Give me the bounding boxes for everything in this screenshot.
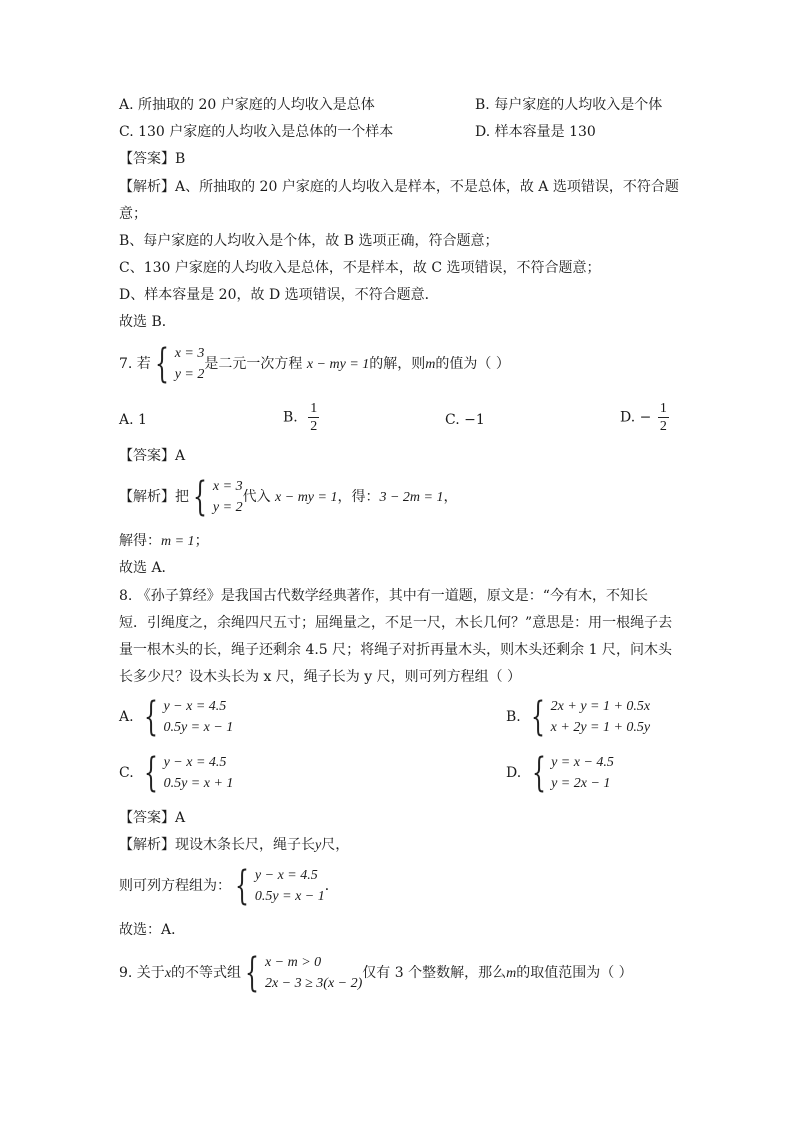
q8-option-b-row2: x + 2y = 1 + 0.5y — [550, 720, 651, 735]
q8-option-a-row2: 0.5y = x − 1 — [163, 720, 234, 735]
q7-option-d-denominator: 2 — [659, 419, 667, 434]
q7-analysis-equation: x − my = 1 — [275, 490, 338, 505]
q7-option-c: C. −1 — [445, 412, 485, 428]
q8-text-line3: 量一根木头的长，绳子还剩余 4.5 尺；将绳子对折再量木头，则木头还剩余 1 尺，问木头 — [119, 642, 672, 658]
q7-analysis-system: { x = 3 y = 2 — [193, 474, 243, 520]
q6-analysis-line2: B、每户家庭的人均收入是个体，故 B 选项正确，符合题意； — [119, 233, 499, 249]
q7-analysis-system-row1: x = 3 — [212, 479, 243, 494]
q7-analysis-system-row2: y = 2 — [212, 500, 243, 515]
q7-mid-text: 是二元一次方程 — [204, 356, 303, 372]
q7-answer: 【答案】A — [119, 448, 186, 464]
q7-conclusion: 故选 A． — [119, 560, 176, 576]
q8-analysis-system: { y − x = 4.5 0.5y = x − 1 — [235, 863, 325, 909]
q9-end: 的取值范围为（ ） — [516, 965, 633, 981]
q7-option-b-denominator: 2 — [310, 419, 318, 434]
q8-text-line4: 长多少尺？设木头长为 x 尺，绳子长为 y 尺，则可列方程组（ ） — [119, 669, 522, 685]
q7-system: { x = 3 y = 2 — [155, 341, 205, 387]
q7-analysis — [119, 475, 457, 520]
q7-suffix: 的解，则 — [369, 356, 426, 372]
q8-analysis-period: ． — [324, 878, 339, 894]
q9-system: { x − m > 0 2x − 3 ≥ 3(x − 2) — [245, 950, 363, 996]
q7-analysis-mid: 代入 — [242, 489, 271, 505]
q8-answer: 【答案】A — [119, 810, 186, 826]
q8-option-a-row1: y − x = 4.5 — [163, 699, 227, 714]
q6-option-c: C. 130 户家庭的人均收入是总体的一个样本 — [119, 124, 394, 140]
q8-analysis-end: 尺， — [321, 837, 350, 853]
q8-option-b: B. { 2x + y = 1 + 0.5x x + 2y = 1 + 0.5y — [506, 694, 651, 740]
q6-analysis-line1b: 意； — [119, 206, 147, 222]
q6-analysis-line1: 【解析】A、所抽取的 20 户家庭的人均收入是样本，不是总体，故 A 选项错误，不符合题 — [119, 179, 679, 195]
q9-question — [119, 951, 633, 996]
q8-option-c-row1: y − x = 4.5 — [163, 755, 227, 770]
q9-var: x — [164, 966, 172, 981]
q7-question — [119, 342, 510, 387]
q7-solve — [119, 531, 209, 552]
q7-option-d: D. − $\frac{1}{2}$ — [620, 401, 667, 434]
q7-system-row1: x = 3 — [174, 346, 205, 361]
q7-analysis-prefix: 【解析】把 — [119, 489, 189, 505]
q6-option-a: A. 所抽取的 20 户家庭的人均收入是总体 — [119, 97, 375, 113]
q8-option-d-row2: y = 2x − 1 — [551, 776, 611, 791]
q7-analysis-tail: ，得： — [337, 489, 380, 505]
q8-analysis-system-row1: y − x = 4.5 — [254, 868, 318, 883]
q7-option-b: B. $\frac{1}{2}$ — [283, 401, 318, 434]
q7-prefix: 7. 若 — [119, 356, 151, 372]
q6-conclusion: 故选 B． — [119, 314, 176, 330]
q6-option-b: B. 每户家庭的人均收入是个体 — [475, 97, 663, 113]
q8-option-c: C. { y − x = 4.5 0.5y = x + 1 — [119, 750, 234, 796]
q8-conclusion: 故选：A． — [119, 922, 186, 938]
q9-suffix: 仅有 3 个整数解，那么 — [362, 965, 507, 981]
q6-option-d: D. 样本容量是 130 — [475, 124, 596, 140]
q8-analysis-line2 — [119, 864, 339, 908]
q7-analysis-end: ， — [443, 489, 458, 505]
q7-var: m — [425, 357, 436, 372]
q9-prefix: 9. 关于 — [119, 965, 165, 981]
q8-analysis-system-row2: 0.5y = x − 1 — [254, 889, 325, 904]
q7-equation: x − my = 1 — [306, 357, 370, 372]
q7-end: 的值为（ ） — [435, 356, 510, 372]
q8-analysis-var: y — [315, 838, 322, 853]
q8-analysis-line1 — [119, 835, 349, 856]
q6-analysis-line4: D、样本容量是 20，故 D 选项错误，不符合题意． — [119, 287, 439, 303]
q9-system-row1: x − m > 0 — [264, 955, 322, 970]
q6-answer: 【答案】B — [119, 151, 186, 167]
q7-analysis-equation2: 3 − 2m = 1 — [379, 490, 444, 505]
q7-option-b-numerator: 1 — [310, 401, 318, 416]
q8-option-d-row1: y = x − 4.5 — [551, 755, 614, 770]
q7-solve-equation: m = 1 — [161, 534, 195, 549]
q9-system-row2: 2x − 3 ≥ 3(x − 2) — [264, 976, 363, 991]
q8-option-c-row2: 0.5y = x + 1 — [163, 776, 234, 791]
q8-option-a: A. { y − x = 4.5 0.5y = x − 1 — [119, 694, 234, 740]
q8-option-b-row1: 2x + y = 1 + 0.5x — [550, 699, 651, 714]
q8-option-d: D. { y = x − 4.5 y = 2x − 1 — [506, 750, 614, 796]
q7-option-d-numerator: 1 — [659, 401, 667, 416]
q7-option-a: A. 1 — [119, 412, 147, 428]
q7-solve-end: ； — [194, 533, 209, 549]
q8-analysis-prefix: 则可列方程组为： — [119, 878, 231, 894]
q8-analysis-text: 【解析】现设木条长尺，绳子长 — [119, 837, 315, 853]
q7-system-row2: y = 2 — [174, 367, 205, 382]
q9-mid: 的不等式组 — [171, 965, 242, 981]
q9-var2: m — [506, 966, 517, 981]
q8-text-line1: 8. 《孙子算经》是我国古代数学经典著作，其中有一道题，原文是：“今有木，不知长 — [119, 588, 648, 604]
q6-analysis-line3: C、130 户家庭的人均收入是总体，不是样本，故 C 选项错误，不符合题意； — [119, 260, 601, 276]
q8-text-line2: 短．引绳度之，余绳四尺五寸；屈绳量之，不足一尺，木长几何？”意思是：用一根绳子去 — [119, 615, 673, 631]
q7-solve-prefix: 解得： — [119, 533, 161, 549]
